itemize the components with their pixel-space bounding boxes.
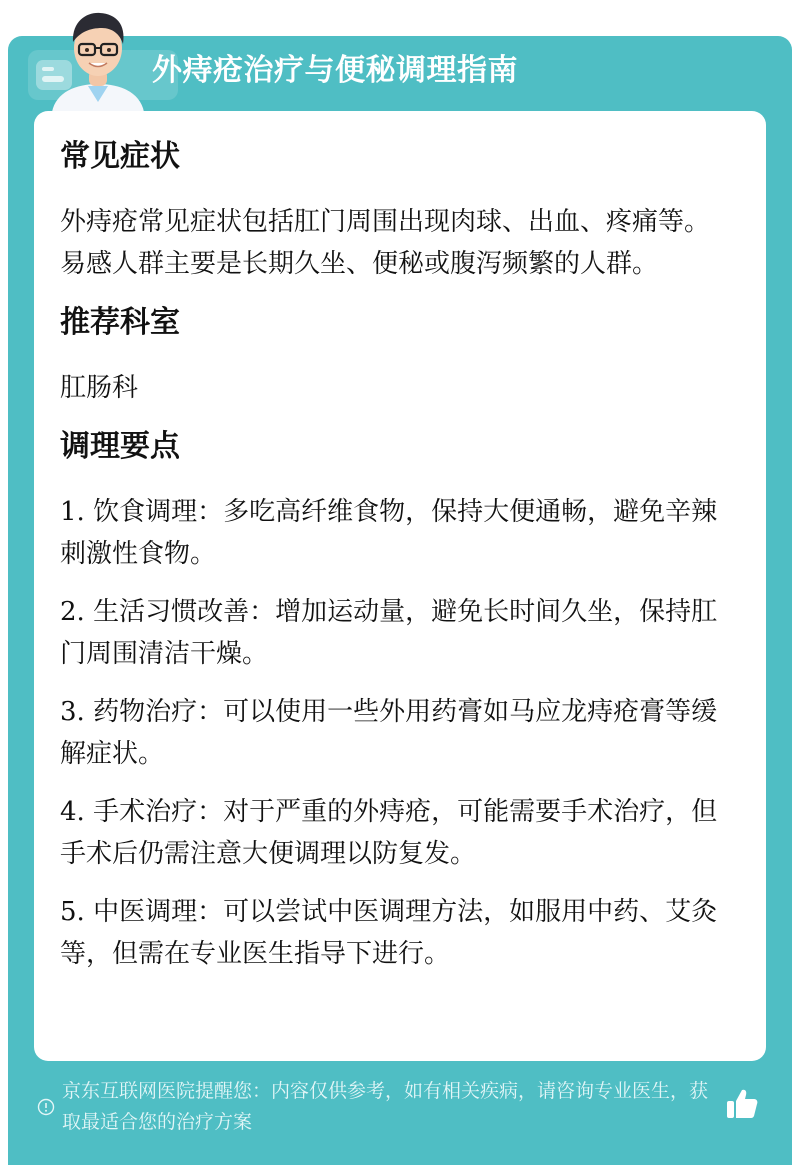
list-item-number: 2.	[60, 597, 85, 627]
department-heading: 推荐科室	[60, 305, 180, 340]
list-item-text: 手术治疗：对于严重的外痔疮，可能需要手术治疗，但手术后仍需注意大便调理以防复发。	[60, 797, 718, 869]
doctor-avatar-icon	[42, 6, 154, 112]
thumbs-up-icon[interactable]	[724, 1086, 760, 1122]
list-item	[60, 791, 726, 875]
list-item-number: 4.	[60, 797, 85, 827]
list-item-number: 5.	[60, 897, 85, 927]
list-item	[60, 591, 726, 675]
page-title: 外痔疮治疗与便秘调理指南	[152, 53, 518, 88]
list-item	[60, 491, 726, 575]
list-item-text: 生活习惯改善：增加运动量，避免长时间久坐，保持肛门周围清洁干燥。	[60, 597, 718, 669]
symptoms-heading: 常见症状	[60, 139, 180, 174]
list-item	[60, 691, 726, 775]
list-item-number: 1.	[60, 497, 85, 527]
list-item	[60, 891, 726, 975]
list-item-text: 饮食调理：多吃高纤维食物，保持大便通畅，避免辛辣刺激性食物。	[60, 497, 718, 569]
symptoms-text: 外痔疮常见症状包括肛门周围出现肉球、出血、疼痛等。易感人群主要是长期久坐、便秘或腹泻频繁的人群。	[60, 207, 711, 279]
list-item-text: 中医调理：可以尝试中医调理方法，如服用中药、艾灸等，但需在专业医生指导下进行。	[60, 897, 718, 969]
info-icon	[37, 1098, 55, 1116]
content-body	[60, 137, 726, 991]
content-card	[34, 111, 766, 1061]
disclaimer-text: 京东互联网医院提醒您：内容仅供参考，如有相关疾病，请咨询专业医生，获取最适合您的治疗方案	[62, 1080, 709, 1133]
list-item-number: 3.	[60, 697, 85, 727]
care-heading: 调理要点	[60, 429, 180, 464]
department-text: 肛肠科	[60, 373, 139, 403]
list-item-text: 药物治疗：可以使用一些外用药膏如马应龙痔疮膏等缓解症状。	[60, 697, 718, 769]
